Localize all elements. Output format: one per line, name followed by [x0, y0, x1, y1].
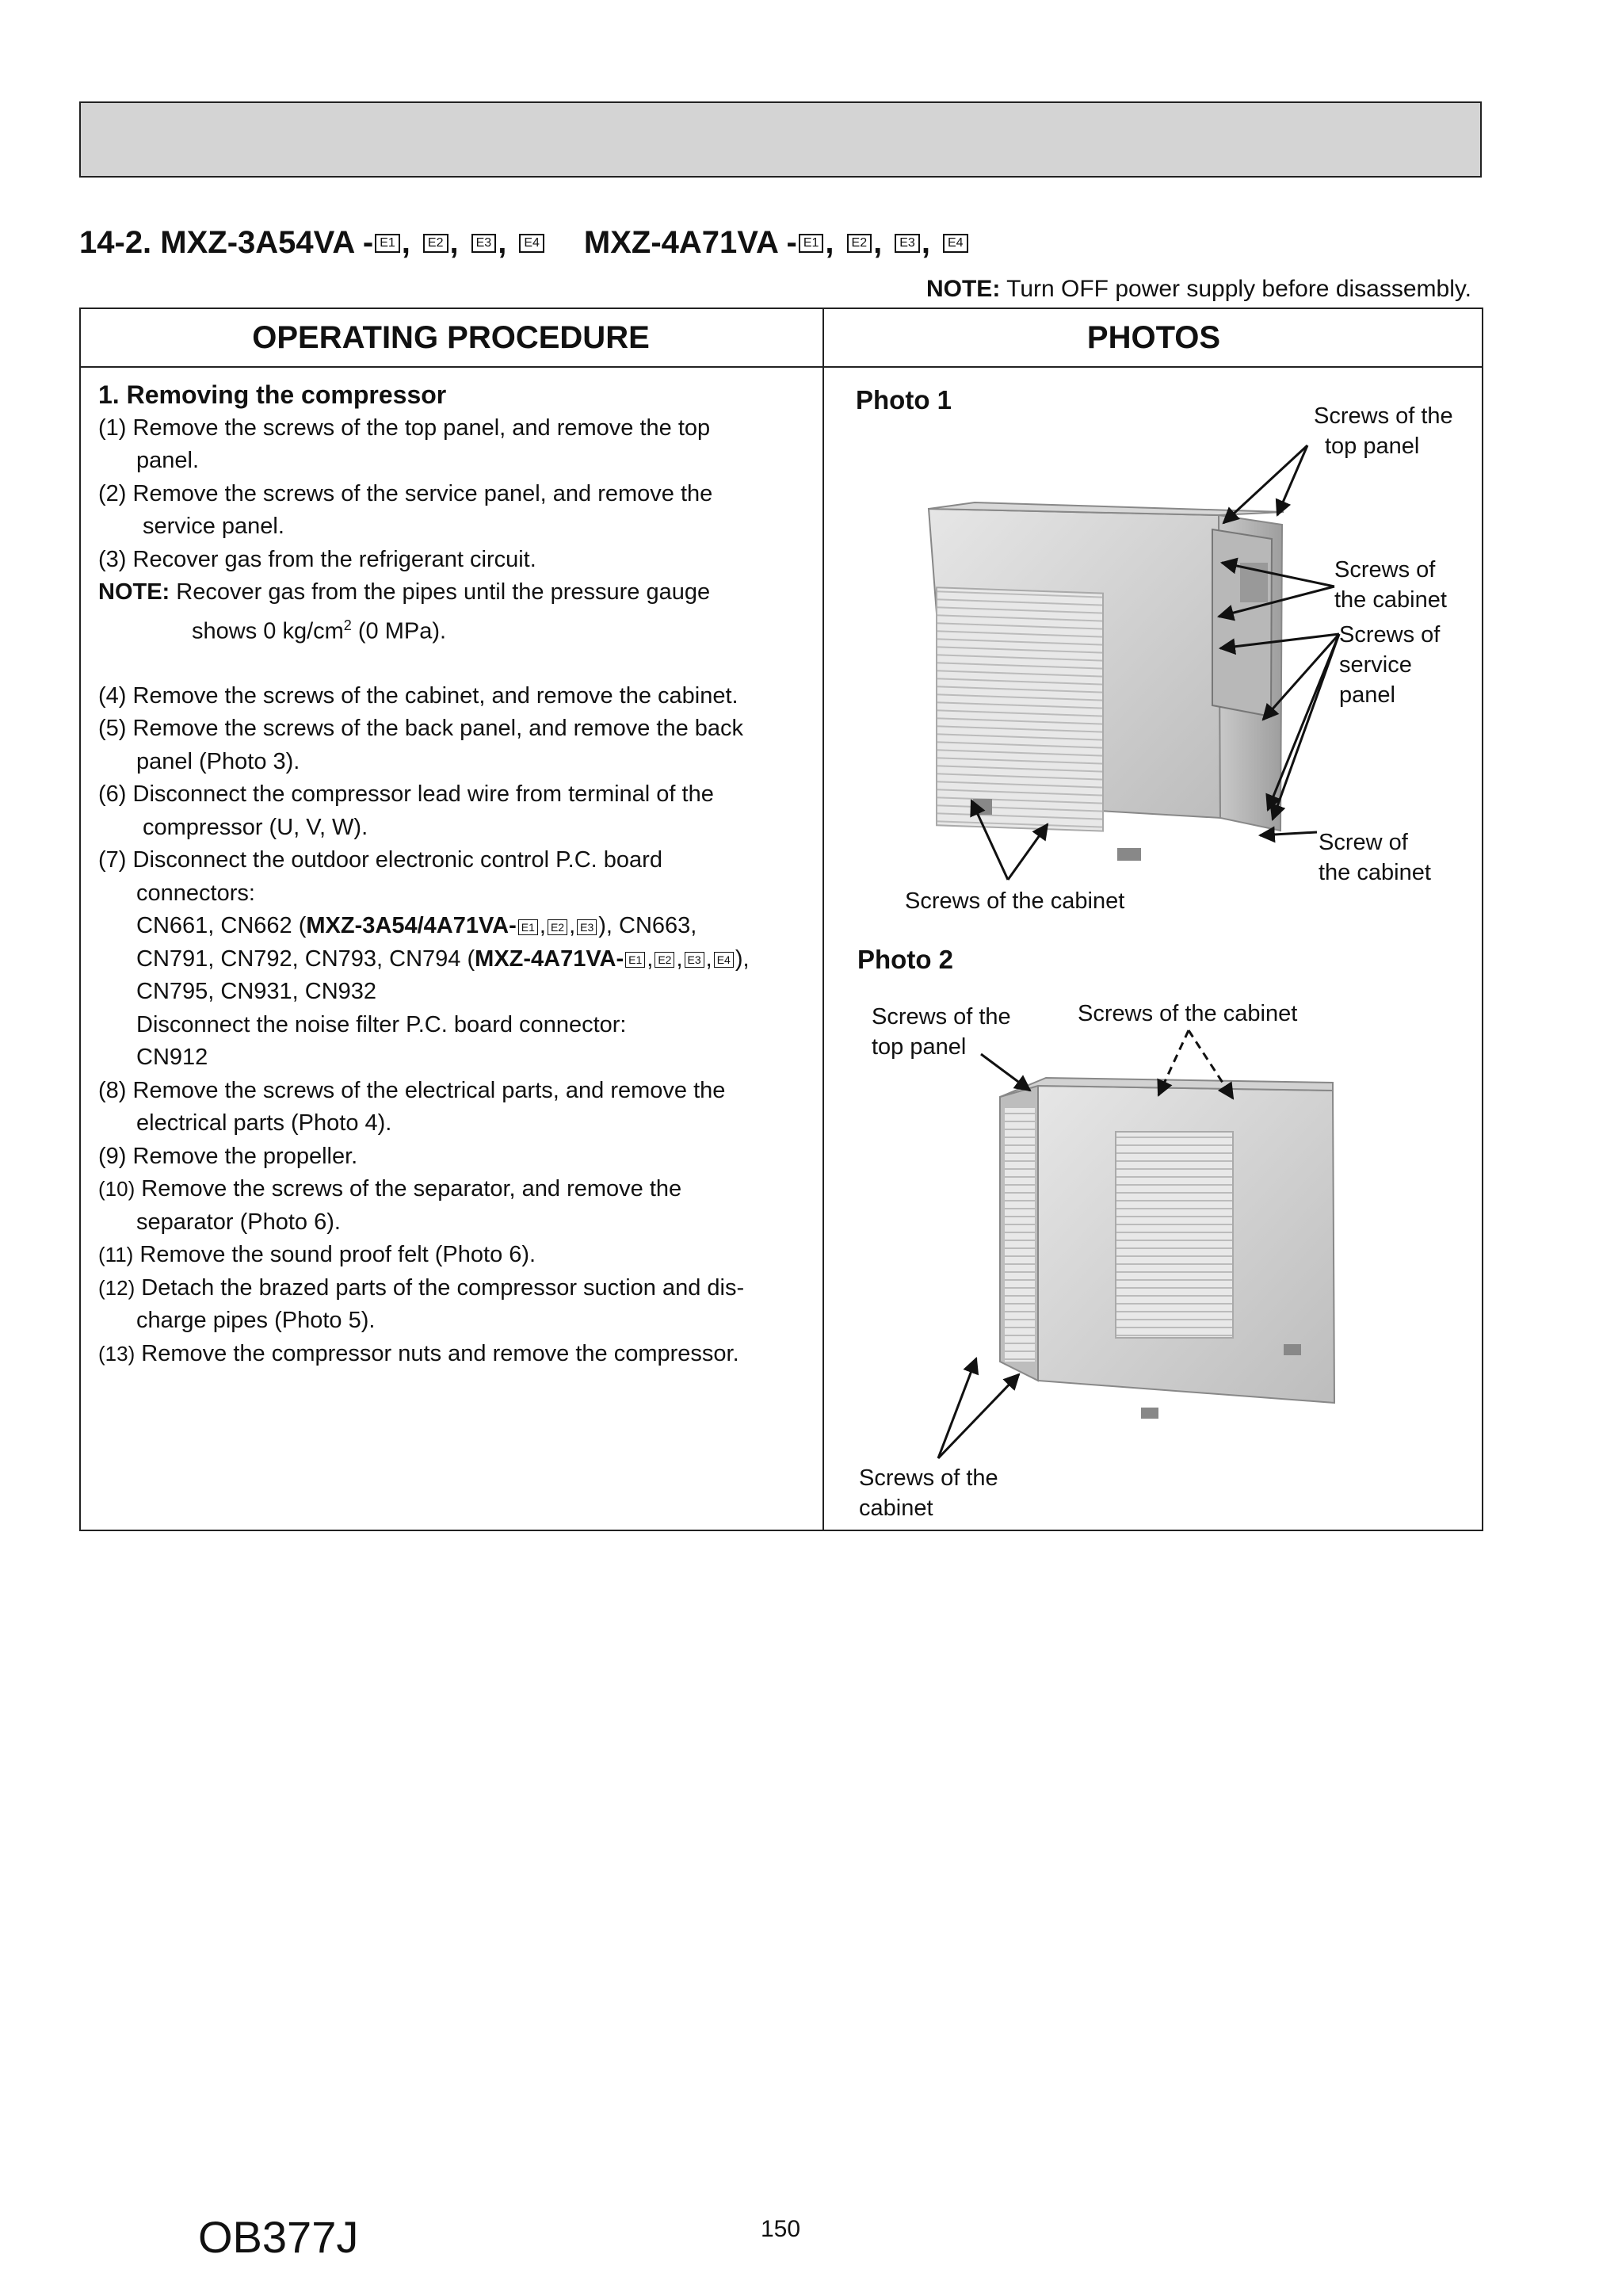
document-code: OB377J: [198, 2212, 359, 2262]
step-6: (6) Disconnect the compressor lead wire from terminal of the: [98, 781, 714, 808]
procedure-title: 1. Removing the compressor: [98, 380, 447, 409]
photo-1-label: Photo 1: [856, 385, 952, 415]
step-11: (11) Remove the sound proof felt (Photo 6).: [98, 1242, 536, 1268]
badge-e3: E3: [895, 234, 920, 253]
p2-top-panel-screws-label: Screws of the top panel: [872, 1004, 1011, 1060]
heading-model-3a54: 14-2. MXZ-3A54VA -: [79, 225, 374, 260]
badge-e1: E1: [375, 234, 400, 253]
step-4: (4) Remove the screws of the cabinet, and remove the cabinet.: [98, 682, 738, 709]
gas-note: NOTE: Recover gas from the pipes until the pressure gauge: [98, 579, 711, 605]
photo-2-label: Photo 2: [857, 945, 953, 974]
step-3: (3) Recover gas from the refrigerant circuit.: [98, 546, 536, 572]
step-12: (12) Detach the brazed parts of the compressor suction and dis-: [98, 1274, 745, 1301]
photo-2-outdoor-unit: [1000, 1078, 1334, 1419]
page-number: 150: [761, 2216, 801, 2242]
badge-e1: E1: [799, 234, 824, 253]
step-8: (8) Remove the screws of the electrical parts, and remove the: [98, 1077, 726, 1103]
p1-service-panel-screws-label: Screws of service panel: [1339, 622, 1441, 708]
badge-e3: E3: [471, 234, 497, 253]
step-10: (10) Remove the screws of the separator, and remove the: [98, 1176, 682, 1202]
badge-e2: E2: [847, 234, 872, 253]
photos-header: PHOTOS: [1086, 320, 1221, 355]
step-1: (1) Remove the screws of the top panel, and remove the top: [98, 415, 711, 441]
procedure-steps: 1. Removing the compressor (1) Remove the screws of the top panel, and remove the top panel. (2) Remove the screws of the service panel, and remove the service panel. (3) Recover gas from the refrigerant circuit. NOTE: Recover gas from the pipes until the pressure gauge shows 0 $kg/cm^2$ (0 MPa). (4) Remove the screws of the cabinet, and remove the cabinet. (5) Remove the screws of the back panel, and remove the back panel (Photo 3). (6) Disconnect the compressor lead wire from terminal of the compressor (U, V, W). (7) Disconnect the outdoor electronic control P.C. board connectors: CN661, CN662 (MXZ-3A54/4A71VA- E1 , E2 , E3 ), CN663, CN791, CN792, CN793, CN794 (MXZ-4A71VA- E1 , E2 , E3 , E4 ), CN795, CN931, CN932 Disconnect the noise filter P.C. board connector: CN912 (8) Remove the screws of the electrical parts, and remove the electrical parts (Photo 4). (9) Remove the propeller. (10) Remove the screws of the separator, and remove the separator (Photo 6). (11) Remove the sound proof felt (Photo 6). (12) Detach the brazed parts of the compressor suction and dis- charge pipes (Photo 5). (13) Remove the compressor nuts and remove the compressor.: [98, 379, 811, 1370]
step-13: (13) Remove the compressor nuts and remove the compressor.: [98, 1340, 739, 1366]
p1-cabinet-screws-label: Screws of the cabinet: [1334, 557, 1447, 613]
step-5: (5) Remove the screws of the back panel, and remove the back: [98, 716, 744, 742]
photo-1-outdoor-unit: [929, 502, 1284, 861]
p1-top-panel-screws-label: Screws of the top panel: [1314, 403, 1453, 459]
p2-cabinet-screws-label: Screws of the cabinet: [1078, 1001, 1298, 1026]
power-note: NOTE: Turn OFF power supply before disassembly.: [925, 276, 1471, 302]
step-7: (7) Disconnect the outdoor electronic control P.C. board: [98, 847, 662, 873]
badge-e4: E4: [519, 234, 544, 253]
p1-bottom-cabinet-screws-label: Screws of the cabinet: [905, 888, 1125, 914]
badge-e4: E4: [943, 234, 968, 253]
step-2: (2) Remove the screws of the service panel, and remove the: [98, 480, 713, 506]
badge-e2: E2: [423, 234, 448, 253]
step-9: (9) Remove the propeller.: [98, 1143, 358, 1169]
p2-bottom-cabinet-screws-label: Screws of the cabinet: [859, 1465, 998, 1521]
operating-procedure-header: OPERATING PROCEDURE: [252, 320, 650, 355]
heading-model-4a71: MXZ-4A71VA -: [583, 225, 797, 260]
p1-single-cabinet-screw-label: Screw of the cabinet: [1319, 830, 1431, 885]
section-heading: 14-2. MXZ-3A54VA - E1 , E2 , E3 , E4 MXZ-4A71VA - E1 , E2 , E3 , E4: [79, 225, 970, 261]
